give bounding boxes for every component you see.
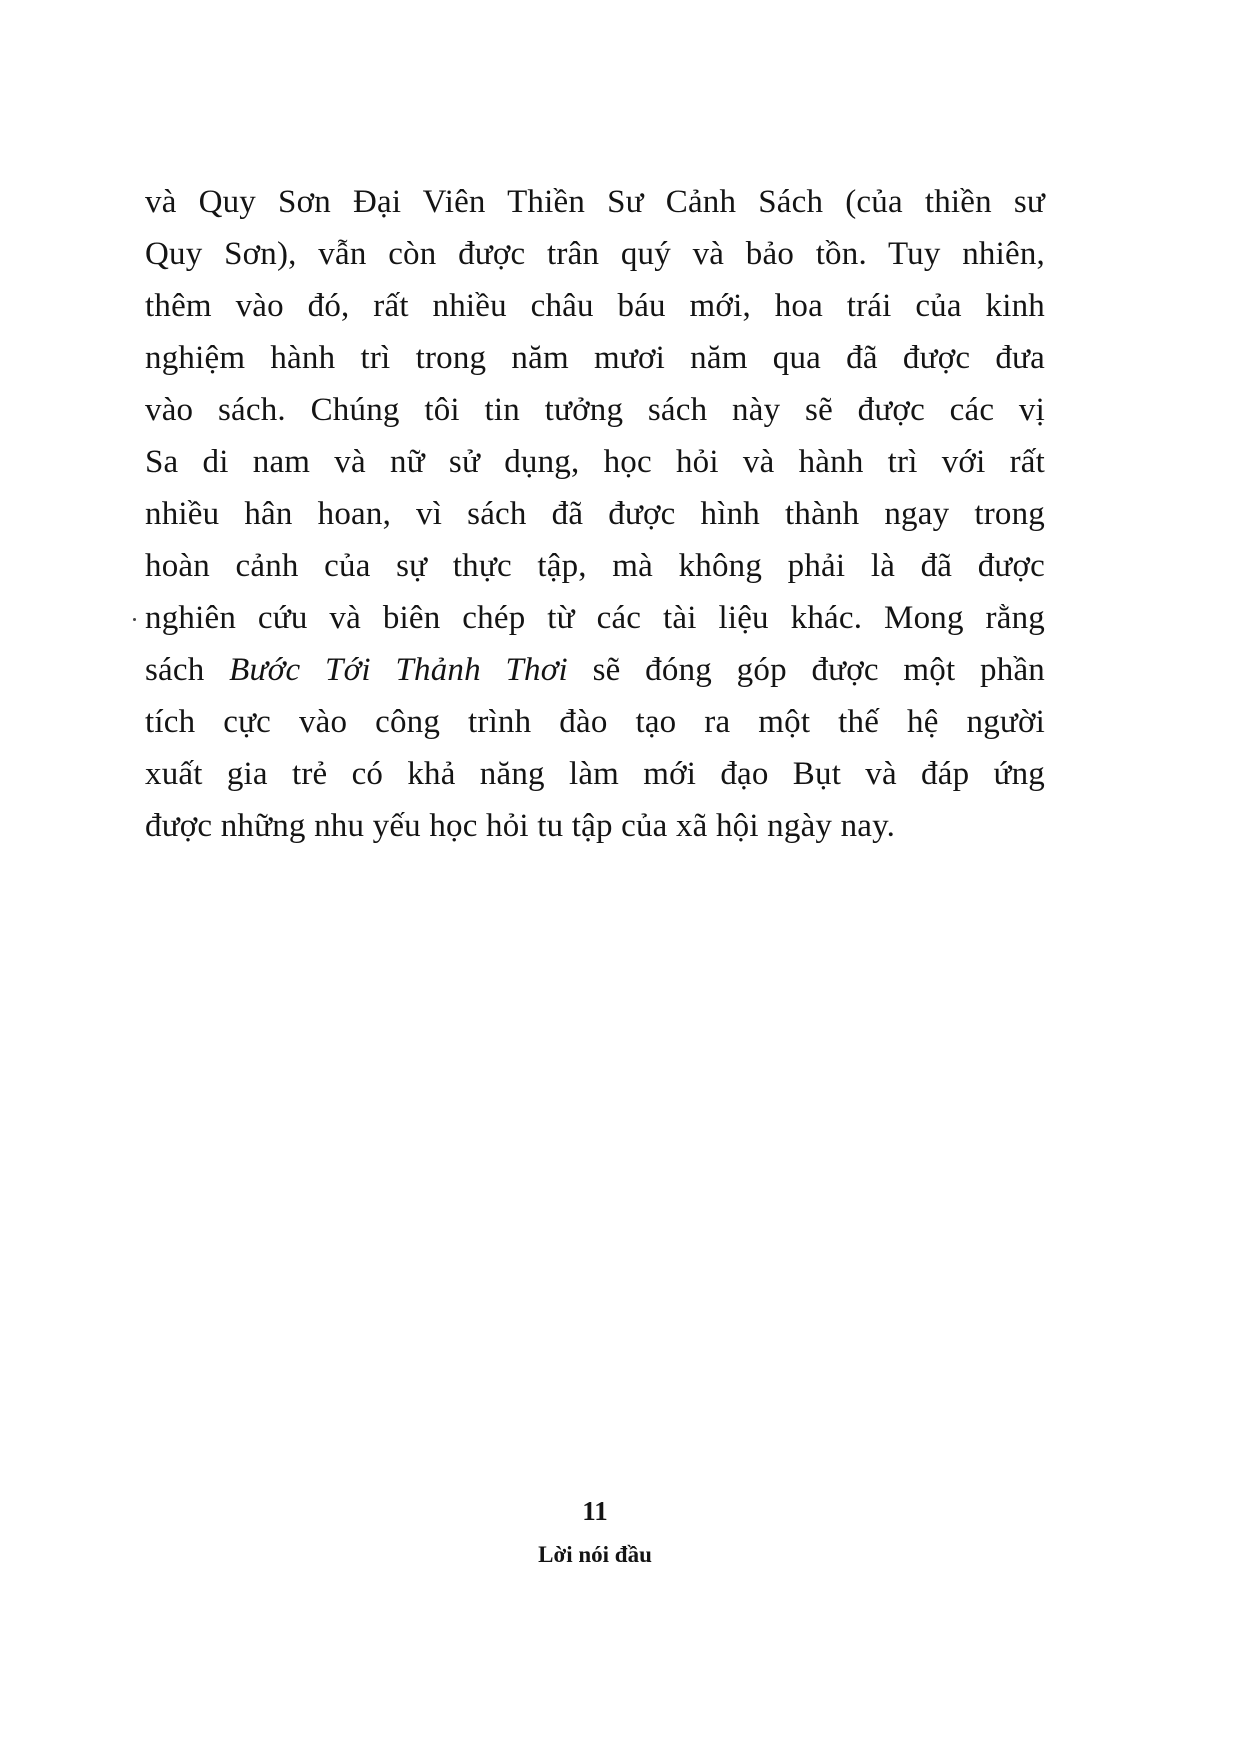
running-title: Lời nói đầu xyxy=(538,1542,652,1567)
paragraph-line-with-book-title xyxy=(145,644,1045,696)
paragraph-line: tích cực vào công trình đào tạo ra một thế hệ người xyxy=(145,704,1045,740)
paragraph-line: và Quy Sơn Đại Viên Thiền Sư Cảnh Sách (của thiền sư xyxy=(145,184,1045,220)
paragraph-line: thêm vào đó, rất nhiều châu báu mới, hoa trái của kinh xyxy=(145,288,1045,324)
paragraph-line: nhiều hân hoan, vì sách đã được hình thành ngay trong xyxy=(145,496,1045,532)
line-text-after-title: sẽ đóng góp được một phần xyxy=(567,652,1045,688)
paragraph-line: vào sách. Chúng tôi tin tưởng sách này sẽ được các vị xyxy=(145,392,1045,428)
page-number: 11 xyxy=(582,1496,608,1526)
body-paragraph xyxy=(145,176,1045,852)
paragraph-line: nghiệm hành trì trong năm mươi năm qua đã được đưa xyxy=(145,340,1045,376)
paragraph-line: Quy Sơn), vẫn còn được trân quý và bảo tồn. Tuy nhiên, xyxy=(145,236,1045,272)
paragraph-line: nghiên cứu và biên chép từ các tài liệu khác. Mong rằng xyxy=(145,600,1045,636)
paragraph-line: Sa di nam và nữ sử dụng, học hỏi và hành trì với rất xyxy=(145,444,1045,480)
line-text-before-title: sách xyxy=(145,652,230,688)
paragraph-line: xuất gia trẻ có khả năng làm mới đạo Bụt và đáp ứng xyxy=(145,756,1045,792)
paragraph-line: hoàn cảnh của sự thực tập, mà không phải là đã được xyxy=(145,548,1045,584)
book-title: Bước Tới Thảnh Thơi xyxy=(229,652,568,688)
scan-speck xyxy=(133,618,136,621)
paragraph-last-line: được những nhu yếu học hỏi tu tập của xã hội ngày nay. xyxy=(145,808,896,844)
